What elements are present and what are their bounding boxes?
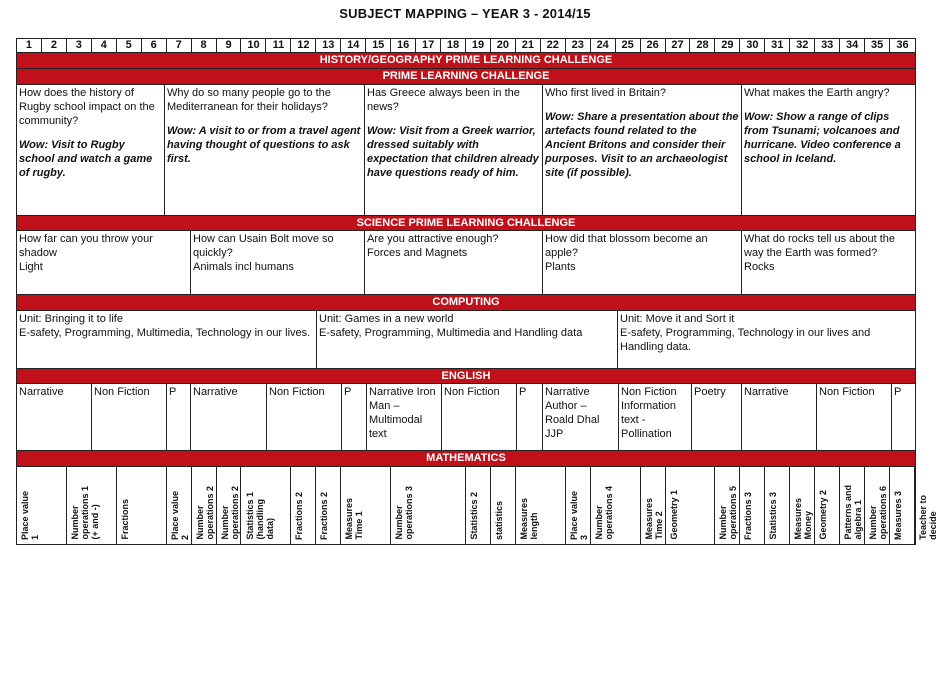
science-topic: Forces and Magnets [367, 247, 468, 259]
maths-topic-label: Measures Time 2 [643, 498, 664, 540]
week-number-cell: 20 [491, 39, 516, 52]
week-number-cell: 15 [366, 39, 391, 52]
week-number-cell: 16 [391, 39, 416, 52]
hist-geo-question: Why do so many people go to the Mediterranean for their holidays? [167, 87, 331, 113]
maths-topic-label: statistics [493, 500, 504, 540]
maths-cell [391, 467, 466, 544]
maths-topic-label: Number operations 2 [219, 486, 240, 540]
week-number-cell: 5 [117, 39, 142, 52]
week-number-cell: 4 [92, 39, 117, 52]
english-cell: Non Fiction [267, 384, 342, 450]
page-title: SUBJECT MAPPING – YEAR 3 - 2014/15 [339, 6, 591, 21]
english-cell: P [517, 384, 543, 450]
english-cell: Non Fiction [92, 384, 167, 450]
week-number-cell: 33 [815, 39, 840, 52]
english-cell: Poetry [692, 384, 742, 450]
english-cell: P [894, 386, 902, 398]
english-cell: P [342, 384, 367, 450]
science-band [17, 216, 915, 231]
week-number-cell: 35 [865, 39, 890, 52]
computing-unit: Unit: Move it and Sort it [620, 313, 735, 325]
week-number-cell: 6 [142, 39, 167, 52]
week-number-cell: 28 [691, 39, 716, 52]
maths-topic-label: Statistics 2 [469, 492, 479, 540]
maths-cell [666, 467, 716, 544]
science-cell [365, 231, 543, 294]
maths-cell [491, 467, 516, 544]
english-cell: Narrative Author – Roald Dhal JJP [543, 384, 619, 450]
week-number-cell: 24 [591, 39, 616, 52]
prime-learning-band-label: PRIME LEARNING CHALLENGE [382, 70, 550, 82]
maths-topic-label: Place value 3 [568, 490, 589, 540]
week-number-cell: 25 [616, 39, 641, 52]
english-cell: Non Fiction Information text - Pollination [619, 384, 692, 450]
maths-topic-label: Patterns and algebra 1 [843, 485, 864, 540]
maths-topic-label: Geometry 2 [818, 490, 829, 540]
maths-topic-label: Fractions 3 [743, 491, 754, 540]
computing-detail: E-safety, Programming, Technology in our lives and Handling data. [620, 327, 871, 353]
week-number-cell: 2 [42, 39, 67, 52]
maths-cell [217, 467, 242, 544]
subject-mapping-table [16, 38, 938, 545]
week-number-cell: 17 [416, 39, 441, 52]
hist-geo-wow: Wow: Visit to Rugby school and watch a game of rugby. [19, 139, 153, 179]
week-number-cell: 31 [765, 39, 790, 52]
english-cell: P [167, 384, 191, 450]
maths-cell [790, 467, 815, 544]
computing-detail: E-safety, Programming, Multimedia and Handling data [319, 327, 583, 339]
science-question: How far can you throw your shadow [19, 233, 153, 259]
maths-cell [192, 467, 217, 544]
science-topic: Animals incl humans [193, 261, 294, 273]
maths-topic-label: Number operations 1 (+ and -) [69, 486, 100, 540]
hist-geo-wow: Wow: Show a range of clips from Tsunami; volcanoes and hurricane. Video conference a school in Iceland. [744, 111, 901, 165]
maths-cell [341, 467, 391, 544]
week-number-cell: 27 [666, 39, 691, 52]
week-number-cell: 30 [740, 39, 765, 52]
maths-topic-label: Number operations 6 [868, 486, 889, 540]
maths-cell [316, 467, 341, 544]
maths-topic-label: Fractions [119, 499, 130, 540]
maths-cell [291, 467, 316, 544]
science-topic: Light [19, 261, 43, 273]
hist-geo-cell [365, 85, 543, 215]
maths-cell [167, 467, 192, 544]
science-cell [17, 231, 191, 294]
week-number-cell: 14 [341, 39, 366, 52]
science-cell [742, 231, 915, 294]
prime-learning-band [17, 69, 915, 85]
hist-geo-wow: Wow: Share a presentation about the artefacts found related to the Ancient Britons and consider their purposes. Visit to an archaeologist site (if possible). [545, 111, 739, 179]
week-number-row [17, 39, 915, 53]
maths-topic-label: Place value 1 [20, 490, 40, 540]
maths-cell [890, 467, 915, 544]
mathematics-band-label: MATHEMATICS [426, 452, 506, 464]
maths-topic-label: Fractions 2 [294, 491, 305, 540]
week-number-cell: 32 [790, 39, 815, 52]
science-question: How can Usain Bolt move so quickly? [193, 233, 334, 259]
week-number-cell: 29 [715, 39, 740, 52]
english-cell: Non Fiction [817, 384, 892, 450]
maths-topic-label: Measures Money [793, 498, 814, 540]
maths-cell [840, 467, 865, 544]
mathematics-band [17, 451, 915, 467]
maths-topic-label: Teacher to decide [918, 495, 938, 540]
maths-topic-label: Number operations 4 [593, 486, 614, 540]
english-band [17, 369, 915, 384]
english-band-label: ENGLISH [441, 370, 491, 382]
maths-cell [566, 467, 591, 544]
week-number-cell: 13 [316, 39, 341, 52]
week-number-cell: 10 [242, 39, 267, 52]
science-band-label: SCIENCE PRIME LEARNING CHALLENGE [356, 217, 576, 229]
week-number-cell: 8 [192, 39, 217, 52]
english-cell: Narrative [191, 384, 267, 450]
computing-cell [618, 311, 915, 368]
maths-topic-label: Measures Time 1 [344, 498, 365, 540]
hist-geo-cell [543, 85, 742, 215]
computing-cell [17, 311, 317, 368]
maths-cell [67, 467, 117, 544]
maths-cell [915, 467, 940, 544]
maths-topic-label: Statistics 3 [768, 492, 779, 540]
science-cell [543, 231, 742, 294]
hist-geo-wow: Wow: A visit to or from a travel agent having thought of questions to ask first. [167, 125, 361, 165]
maths-cell [117, 467, 167, 544]
english-cell: Narrative [17, 384, 92, 450]
computing-unit: Unit: Bringing it to life [19, 313, 123, 325]
week-number-cell: 1 [17, 39, 42, 52]
maths-cell [765, 467, 790, 544]
science-topic: Plants [545, 261, 576, 273]
maths-topic-label: Geometry 1 [668, 490, 679, 540]
week-number-cell: 12 [291, 39, 316, 52]
history-geography-band [17, 53, 915, 69]
maths-cell [740, 467, 765, 544]
computing-unit: Unit: Games in a new world [319, 313, 454, 325]
history-geography-band-label: HISTORY/GEOGRAPHY PRIME LEARNING CHALLENGE [319, 54, 613, 66]
hist-geo-question: Has Greece always been in the news? [367, 87, 520, 113]
week-number-cell: 36 [896, 39, 909, 51]
week-number-cell: 11 [266, 39, 291, 52]
maths-cell [466, 467, 491, 544]
maths-topic-label: Number operations 3 [394, 486, 415, 540]
week-number-cell: 3 [67, 39, 92, 52]
maths-topic-label: Measures 3 [893, 490, 904, 540]
hist-geo-cell [742, 85, 915, 215]
science-cell [191, 231, 365, 294]
hist-geo-cell [17, 85, 165, 215]
science-topic: Rocks [744, 261, 775, 273]
maths-cell [865, 467, 890, 544]
computing-detail: E-safety, Programming, Multimedia, Technology in our lives. [19, 327, 311, 339]
week-number-cell: 23 [566, 39, 591, 52]
week-number-cell: 22 [541, 39, 566, 52]
history-geography-row [17, 85, 915, 216]
science-question: How did that blossom become an apple? [545, 233, 708, 259]
week-number-cell: 9 [217, 39, 242, 52]
science-question: Are you attractive enough? [367, 233, 499, 245]
week-number-cell: 7 [167, 39, 192, 52]
week-number-cell: 18 [441, 39, 466, 52]
hist-geo-cell [165, 85, 365, 215]
hist-geo-question: Who first lived in Britain? [545, 87, 667, 99]
maths-cell [815, 467, 840, 544]
english-row [17, 384, 915, 451]
week-number-cell: 34 [840, 39, 865, 52]
science-question: What do rocks tell us about the way the Earth was formed? [744, 233, 896, 259]
maths-cell [242, 467, 292, 544]
week-number-cell: 21 [516, 39, 541, 52]
maths-topic-label: Measures length [518, 498, 539, 540]
computing-band [17, 295, 915, 311]
hist-geo-question: What makes the Earth angry? [744, 87, 890, 99]
mathematics-row [17, 467, 938, 544]
maths-cell [641, 467, 666, 544]
science-row [17, 231, 915, 295]
computing-row [17, 311, 915, 369]
maths-topic-label: Statistics 1 (handling data) [244, 492, 275, 540]
computing-band-label: COMPUTING [432, 296, 500, 308]
hist-geo-wow: Wow: Visit from a Greek warrior, dressed suitably with expectation that children already have questions ready of him. [367, 125, 539, 179]
english-cell: Narrative [742, 384, 817, 450]
maths-cell [17, 467, 67, 544]
maths-topic-label: Number operations 2 [194, 486, 215, 540]
maths-topic-label: Number operations 5 [718, 486, 739, 540]
hist-geo-question: How does the history of Rugby school impact on the community? [19, 87, 155, 127]
week-number-cell: 26 [641, 39, 666, 52]
maths-cell [715, 467, 740, 544]
english-cell: Non Fiction [442, 384, 517, 450]
english-cell: Narrative Iron Man – Multimodal text [367, 384, 442, 450]
maths-topic-label: Fractions 2 [319, 491, 330, 540]
maths-cell [591, 467, 641, 544]
week-number-cell: 19 [466, 39, 491, 52]
computing-cell [317, 311, 618, 368]
maths-cell [516, 467, 566, 544]
maths-topic-label: Place value 2 [169, 490, 190, 540]
